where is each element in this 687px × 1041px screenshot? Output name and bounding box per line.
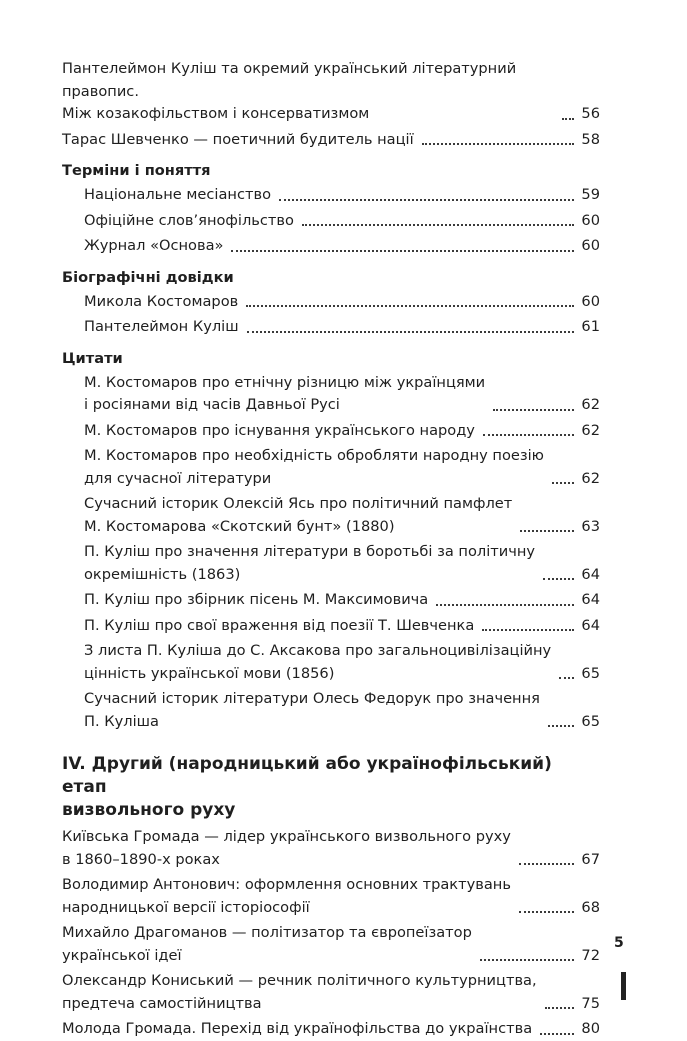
- toc-entry: [62, 129, 600, 152]
- toc-entry-page: 75: [581, 994, 600, 1012]
- toc-entry-page: 60: [581, 211, 600, 229]
- toc-entry: [62, 210, 600, 233]
- dot-leader: [545, 1007, 574, 1009]
- toc-entry: [62, 640, 600, 685]
- toc-entry-title: З листа П. Куліша до С. Аксакова про загальноцивілізаційну цінність української мови (1856): [84, 642, 552, 682]
- dot-leader: [519, 863, 574, 865]
- toc-entry-page: 68: [581, 898, 600, 916]
- toc-entry-title: Микола Костомаров: [84, 292, 239, 310]
- dot-leader: [562, 118, 574, 120]
- toc-entry-title: Олександр Кониський — речник політичного культурництва, предтеча самостійництва: [62, 972, 537, 1012]
- toc-entry-page: 61: [581, 318, 600, 335]
- table-of-contents: [62, 58, 600, 1041]
- toc-entry-title: П. Куліш про свої враження від поезії Т. Шевченка: [84, 616, 475, 634]
- toc-entry: [62, 372, 600, 417]
- toc-entry: [62, 874, 600, 919]
- toc-entry-title: Молода Громада. Перехід від українофільства до українства: [62, 1020, 533, 1037]
- toc-entry-page: 64: [581, 565, 600, 583]
- dot-leader: [548, 725, 574, 727]
- toc-entry: [62, 589, 600, 612]
- toc-entry-page: 65: [581, 664, 600, 682]
- toc-entry-title: М. Костомаров про існування українського народу: [84, 421, 475, 439]
- dot-leader: [493, 409, 574, 411]
- page-number: 5: [614, 935, 624, 951]
- dot-leader: [559, 677, 574, 679]
- toc-entry-title: Володимир Антонович: оформлення основних трактувань народницької версії історіософії: [62, 876, 511, 916]
- toc-entry-page: 62: [581, 396, 600, 413]
- page-edge-marker: [621, 972, 626, 1000]
- toc-entry: [62, 316, 600, 339]
- dot-leader: [302, 224, 574, 226]
- toc-entry-page: 72: [581, 946, 600, 964]
- toc-entry-page: 65: [581, 712, 600, 730]
- dot-leader: [480, 959, 574, 961]
- toc-entry-title: Михайло Драгоманов — політизатор та європеїзатор української ідеї: [62, 924, 472, 964]
- toc-entry: [62, 493, 600, 538]
- toc-entry-page: 64: [581, 591, 600, 608]
- toc-entry-title: Сучасний історик літератури Олесь Федорук про значення П. Куліша: [84, 690, 540, 730]
- toc-entry-title: Національне месіанство: [84, 186, 272, 203]
- toc-entry: [62, 688, 600, 733]
- toc-entry-page: 63: [581, 517, 600, 535]
- toc-entry-title: Пантелеймон Куліш: [84, 318, 239, 335]
- toc-entry: [62, 445, 600, 490]
- toc-entry: [62, 184, 600, 207]
- toc-entry: [62, 922, 600, 967]
- dot-leader: [279, 199, 574, 201]
- section-heading-bios: Біографічні довідки: [62, 268, 234, 286]
- toc-entry: [62, 235, 600, 258]
- toc-entry-page: 58: [581, 130, 600, 148]
- toc-entry-title: М. Костомаров про необхідність обробляти народну поезію для сучасної літератури: [84, 447, 544, 487]
- dot-leader: [422, 143, 574, 145]
- toc-entry-page: 64: [581, 616, 600, 634]
- dot-leader: [247, 331, 574, 333]
- toc-entry-page: 60: [581, 237, 600, 254]
- section-heading-quotes: Цитати: [62, 349, 123, 367]
- toc-entry-title: П. Куліш про значення літератури в боротьбі за політичну окремішність (1863): [84, 543, 536, 583]
- toc-entry: [62, 420, 600, 443]
- dot-leader: [436, 604, 574, 606]
- toc-entry-title: Тарас Шевченко — поетичний будитель нації: [62, 130, 414, 148]
- toc-entry-page: 59: [581, 186, 600, 203]
- toc-entry: [62, 1018, 600, 1041]
- toc-entry: [62, 970, 600, 1015]
- toc-entry-page: 62: [581, 421, 600, 439]
- toc-entry: [62, 615, 600, 638]
- toc-entry-title: Офіційне слов’янофільство: [84, 211, 294, 229]
- toc-entry-title: П. Куліш про збірник пісень М. Максимовича: [84, 591, 429, 608]
- dot-leader: [246, 305, 574, 307]
- toc-entry: [62, 541, 600, 586]
- dot-leader: [520, 530, 574, 532]
- toc-entry: [62, 58, 600, 126]
- dot-leader: [543, 578, 574, 580]
- dot-leader: [482, 629, 574, 631]
- toc-entry-title: М. Костомаров про етнічну різницю між українцями і росіянами від часів Давньої Русі: [84, 373, 486, 413]
- toc-entry-title: Київська Громада — лідер українського визвольного руху в 1860–1890-х роках: [62, 828, 511, 868]
- toc-entry-page: 67: [581, 850, 600, 868]
- dot-leader: [483, 434, 574, 436]
- toc-entry-page: 56: [581, 105, 600, 122]
- chapter-heading: IV. Другий (народницький або українофільський) етап визвольного руху: [62, 754, 552, 820]
- dot-leader: [540, 1033, 574, 1035]
- toc-entry-page: 60: [581, 292, 600, 310]
- toc-entry-title: Пантелеймон Куліш та окремий український літературний правопис. Між козакофільством і консерватизмом: [62, 60, 517, 122]
- dot-leader: [552, 482, 574, 484]
- toc-entry-title: Журнал «Основа»: [84, 237, 224, 254]
- section-heading-terms: Терміни і поняття: [62, 162, 211, 179]
- dot-leader: [519, 911, 574, 913]
- toc-entry-page: 62: [581, 469, 600, 487]
- toc-entry-page: 80: [581, 1020, 600, 1037]
- dot-leader: [231, 250, 574, 252]
- toc-entry-title: Сучасний історик Олексій Ясь про політичний памфлет М. Костомарова «Скотский бунт» (1880): [84, 495, 513, 535]
- toc-entry: [62, 826, 600, 871]
- toc-entry: [62, 291, 600, 314]
